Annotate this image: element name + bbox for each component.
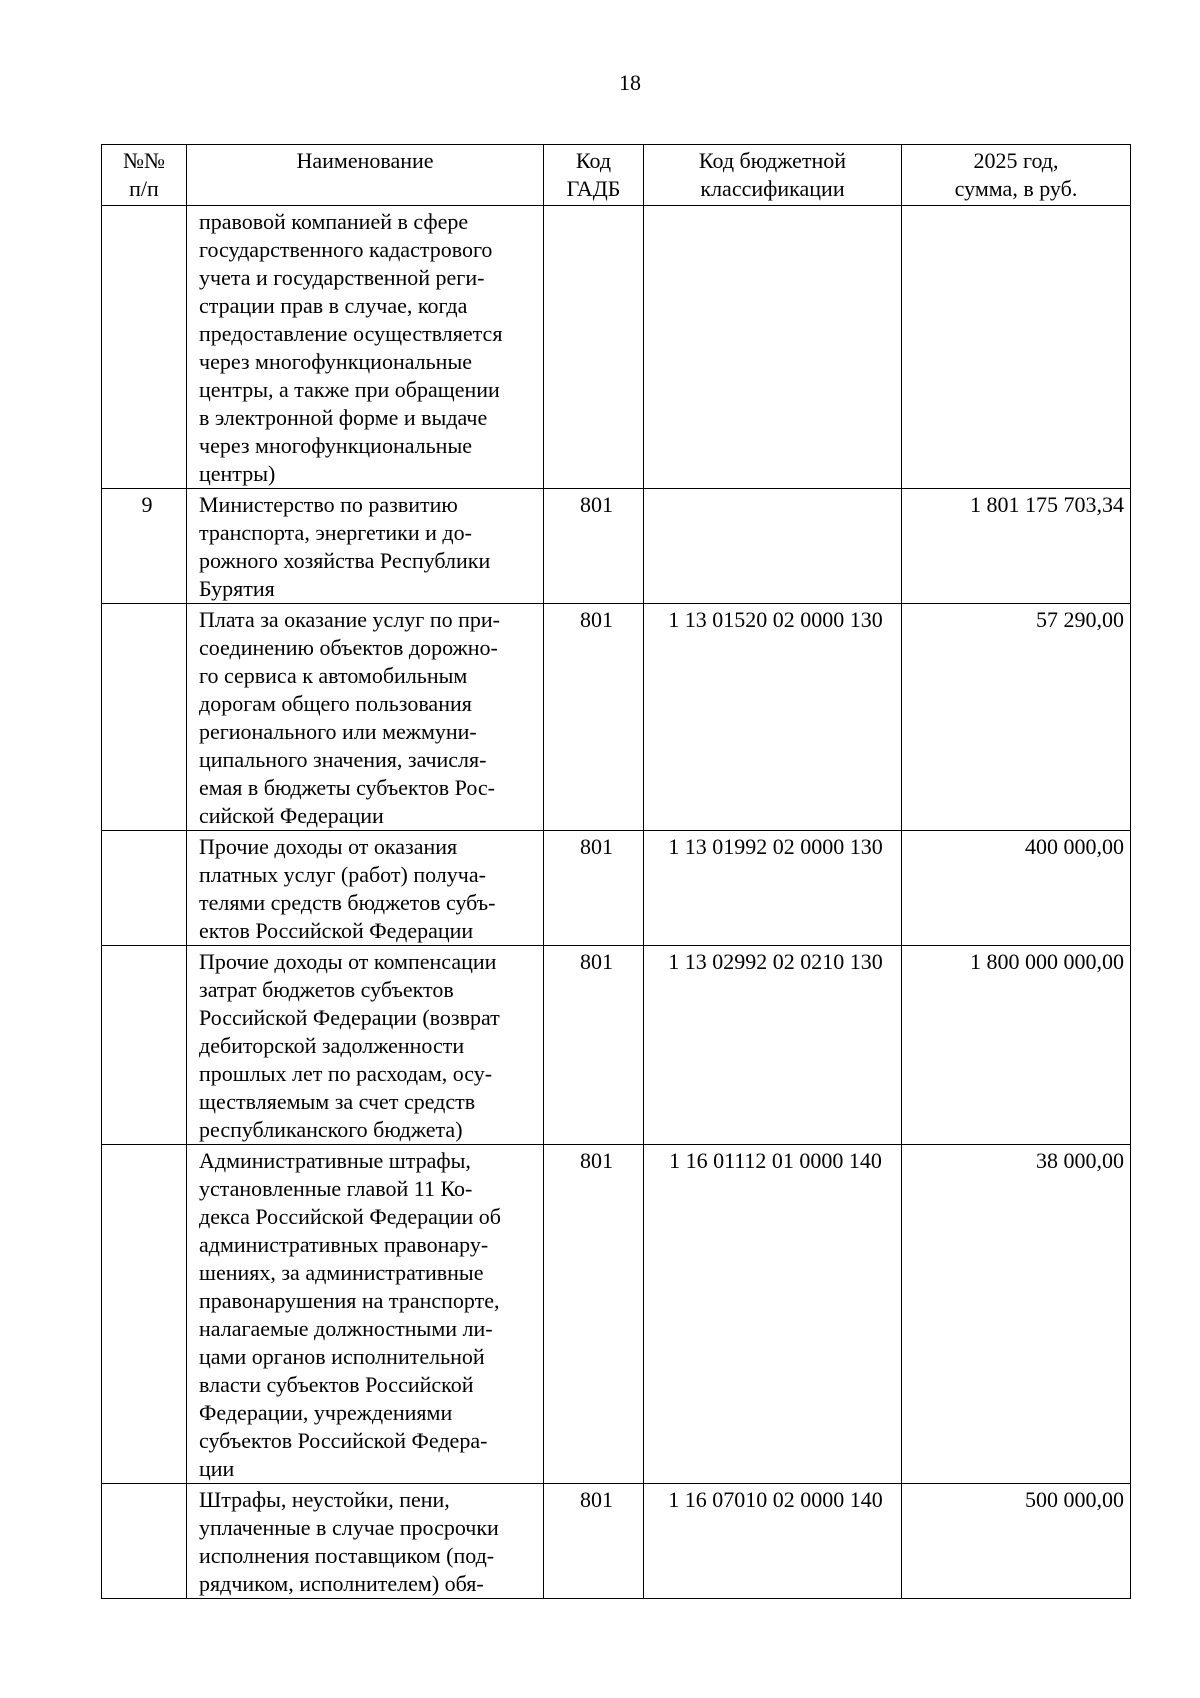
cell-num <box>102 604 187 831</box>
cell-name <box>187 1484 544 1599</box>
cell-name <box>187 946 544 1145</box>
cell-kbk: 1 13 02992 02 0210 130 <box>644 946 902 1145</box>
table-row <box>102 604 1131 831</box>
table-row <box>102 1145 1131 1484</box>
cell-sum: 38 000,00 <box>902 1145 1131 1484</box>
cell-name <box>187 831 544 946</box>
header-num-line: п/п <box>129 176 159 201</box>
name-line: затрат бюджетов субъектов <box>199 977 454 1002</box>
name-line: Штрафы, неустойки, пени, <box>199 1487 450 1512</box>
name-line: емая в бюджеты субъектов Рос- <box>199 775 495 800</box>
cell-gadb: 801 <box>544 1145 644 1484</box>
table-row <box>102 1484 1131 1599</box>
name-line: центры, а также при обращении <box>199 377 500 402</box>
name-line: ществляемым за счет средств <box>199 1089 476 1114</box>
name-line: ектов Российской Федерации <box>199 918 474 943</box>
name-line: рядчиком, исполнителем) обя- <box>199 1571 484 1596</box>
cell-sum: 1 801 175 703,34 <box>902 489 1131 604</box>
cell-kbk <box>644 206 902 489</box>
header-gadb-line: ГАДБ <box>566 176 621 201</box>
name-line: Бурятия <box>199 576 275 601</box>
header-name-line: Наименование <box>296 148 434 173</box>
header-gadb <box>544 145 644 206</box>
cell-gadb: 801 <box>544 604 644 831</box>
cell-sum: 400 000,00 <box>902 831 1131 946</box>
cell-kbk: 1 13 01520 02 0000 130 <box>644 604 902 831</box>
cell-sum <box>902 206 1131 489</box>
name-line: государственного кадастрового <box>199 237 493 262</box>
name-line: ципального значения, зачисля- <box>199 747 487 772</box>
cell-sum: 57 290,00 <box>902 604 1131 831</box>
cell-name <box>187 604 544 831</box>
cell-name <box>187 206 544 489</box>
name-line: Федерации, учреждениями <box>199 1400 453 1425</box>
header-num <box>102 145 187 206</box>
cell-num <box>102 206 187 489</box>
name-line: ции <box>199 1456 235 1481</box>
name-line: страции прав в случае, когда <box>199 293 468 318</box>
name-line: регионального или межмуни- <box>199 719 477 744</box>
header-num-line: №№ <box>123 148 165 173</box>
name-line: учета и государственной реги- <box>199 265 485 290</box>
name-line: республиканского бюджета) <box>199 1117 463 1142</box>
name-line: Прочие доходы от оказания <box>199 834 458 859</box>
name-line: субъектов Российской Федера- <box>199 1428 488 1453</box>
header-sum <box>902 145 1131 206</box>
cell-gadb <box>544 206 644 489</box>
table-row <box>102 831 1131 946</box>
name-line: налагаемые должностными ли- <box>199 1316 493 1341</box>
name-line: в электронной форме и выдаче <box>199 405 488 430</box>
cell-gadb: 801 <box>544 831 644 946</box>
name-line: Административные штрафы, <box>199 1148 471 1173</box>
table-row <box>102 489 1131 604</box>
cell-num <box>102 1145 187 1484</box>
cell-gadb: 801 <box>544 1484 644 1599</box>
name-line: установленные главой 11 Ко- <box>199 1176 473 1201</box>
name-line: предоставление осуществляется <box>199 321 503 346</box>
header-gadb-line: Код <box>575 148 612 173</box>
cell-kbk: 1 16 07010 02 0000 140 <box>644 1484 902 1599</box>
header-kbk <box>644 145 902 206</box>
name-line: власти субъектов Российской <box>199 1372 474 1397</box>
name-line: дорогам общего пользования <box>199 691 472 716</box>
name-line: исполнения поставщиком (под- <box>199 1543 495 1568</box>
name-line: соединению объектов дорожно- <box>199 635 498 660</box>
name-line: цами органов исполнительной <box>199 1344 485 1369</box>
cell-gadb: 801 <box>544 946 644 1145</box>
cell-sum: 500 000,00 <box>902 1484 1131 1599</box>
page-number: 18 <box>619 70 641 95</box>
name-line: уплаченные в случае просрочки <box>199 1515 499 1540</box>
cell-kbk <box>644 489 902 604</box>
cell-gadb: 801 <box>544 489 644 604</box>
name-line: го сервиса к автомобильным <box>199 663 468 688</box>
name-line: декса Российской Федерации об <box>199 1204 501 1229</box>
name-line: сийской Федерации <box>199 803 384 828</box>
name-line: через многофункциональные <box>199 349 473 374</box>
cell-name <box>187 489 544 604</box>
name-line: центры) <box>199 461 276 486</box>
name-line: правонарушения на транспорте, <box>199 1288 500 1313</box>
cell-kbk: 1 13 01992 02 0000 130 <box>644 831 902 946</box>
name-line: административных правонару- <box>199 1232 489 1257</box>
cell-num <box>102 831 187 946</box>
name-line: Министерство по развитию <box>199 492 458 517</box>
name-line: дебиторской задолженности <box>199 1033 465 1058</box>
name-line: транспорта, энергетики и до- <box>199 520 472 545</box>
name-line: платных услуг (работ) получа- <box>199 862 486 887</box>
cell-num <box>102 946 187 1145</box>
table-row <box>102 206 1131 489</box>
header-sum-line: 2025 год, <box>973 148 1059 173</box>
table-row <box>102 946 1131 1145</box>
header-kbk-line: Код бюджетной <box>698 148 847 173</box>
cell-num: 9 <box>102 489 187 604</box>
table-header-row <box>102 145 1131 206</box>
cell-kbk: 1 16 01112 01 0000 140 <box>644 1145 902 1484</box>
cell-sum: 1 800 000 000,00 <box>902 946 1131 1145</box>
name-line: правовой компанией в сфере <box>199 209 469 234</box>
cell-num <box>102 1484 187 1599</box>
budget-table <box>101 144 1131 1599</box>
header-sum-line: сумма, в руб. <box>954 176 1078 201</box>
header-name <box>187 145 544 206</box>
name-line: рожного хозяйства Республики <box>199 548 491 573</box>
name-line: Прочие доходы от компенсации <box>199 949 497 974</box>
name-line: шениях, за административные <box>199 1260 484 1285</box>
cell-name <box>187 1145 544 1484</box>
table-body <box>102 206 1131 1599</box>
name-line: через многофункциональные <box>199 433 473 458</box>
name-line: Плата за оказание услуг по при- <box>199 607 500 632</box>
header-kbk-line: классификации <box>700 176 845 201</box>
name-line: прошлых лет по расходам, осу- <box>199 1061 493 1086</box>
name-line: телями средств бюджетов субъ- <box>199 890 496 915</box>
name-line: Российской Федерации (возврат <box>199 1005 500 1030</box>
